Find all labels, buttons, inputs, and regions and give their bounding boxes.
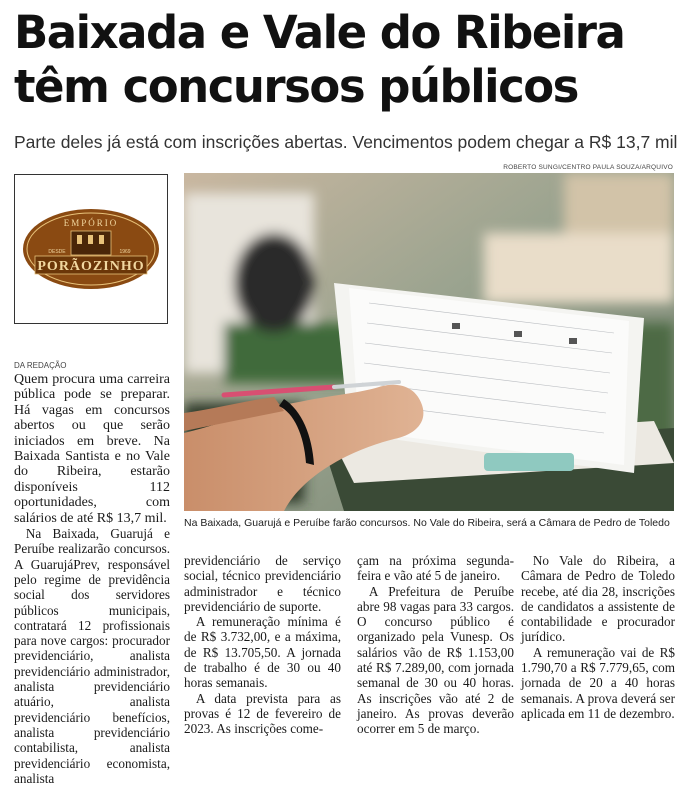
article-paragraph: A Prefeitura de Peruíbe abre 98 vagas para 33 cargos. O concurso público é organizado pela Vunesp. Os salários vão de R$ 1.153,00 até R$ 7.289,00, com jornada semanal de 30 ou 40 horas. As inscrições vão até 2 de janeiro. As provas deverão ocorrer em 5 de março.: [357, 583, 514, 737]
article-paragraph: A remuneração mínima é de R$ 3.732,00, e a máxima, de R$ 13.705,50. A jornada de trabalho é de 30 ou 40 horas semanais.: [184, 614, 341, 691]
article-column-4: [521, 553, 675, 721]
ad-left-small: DESDE: [48, 249, 66, 255]
byline: DA REDAÇÃO: [14, 361, 67, 370]
article-paragraph: No Vale do Ribeira, a Câmara de Pedro de Toledo recebe, até dia 28, inscrições de candidatos a assistente de contabilidade e procurador jurídico.: [521, 553, 675, 645]
article-paragraph: Na Baixada, Guarujá e Peruíbe realizarão concursos. A GuarujáPrev, responsável pelo regime de previdência social dos servidores públicos municipais, contratará 12 profissionais para nove cargos: procurador previdenciário, analista previdenciário administrador, analista previdenciário atuário, analista previdenciário benefícios, analista previdenciário contabilista, analista previdenciário economista, analista: [14, 526, 170, 786]
headline-line-1: Baixada e Vale do Ribeira: [14, 6, 625, 59]
article-column-1: [14, 372, 170, 786]
exam-photo-image: [184, 173, 674, 511]
article-paragraph-lead: Quem procura uma carreira pública pode se preparar. Há vagas em concursos abertos ou que serão iniciados em breve. Na Baixada Santista e no Vale do Ribeira, estarão disponíveis 112 oportunidades, com salários de até R$ 13,7 mil.: [14, 372, 170, 526]
advertisement-box[interactable]: [14, 174, 168, 324]
article-paragraph: A data prevista para as provas é 12 de fevereiro de 2023. As inscrições come-: [184, 690, 341, 737]
ad-brand: PORÃOZINHO: [37, 259, 145, 274]
article-photo: [184, 173, 674, 511]
emporio-poraozinho-logo: [21, 204, 161, 294]
subheadline: Parte deles já está com inscrições abertas. Vencimentos podem chegar a R$ 13,7 mil: [14, 132, 678, 152]
ad-right-small: 1969: [119, 249, 131, 255]
article-paragraph: A remuneração vai de R$ 1.790,70 a R$ 7.779,65, com jornada de 20 a 40 horas semanais. A prova deverá ser aplicada em 11 de dezembro.: [521, 644, 675, 721]
photo-credit: ROBERTO SUNGI/CENTRO PAULA SOUZA/ARQUIVO: [503, 164, 673, 171]
ad-top-text: EMPÓRIO: [63, 218, 119, 228]
article-column-3: [357, 553, 514, 737]
article-paragraph-continued: çam na próxima segunda-feira e vão até 5 de janeiro.: [357, 553, 514, 584]
headline-line-2: têm concursos públicos: [14, 60, 578, 113]
photo-caption: Na Baixada, Guarujá e Peruíbe farão concursos. No Vale do Ribeira, será a Câmara de Pedro de Toledo: [184, 517, 670, 529]
headline: [14, 6, 674, 114]
article-column-2: [184, 553, 341, 737]
article-paragraph-continued: previdenciário de serviço social, técnico previdenciário administrador e técnico previdenciário de suporte.: [184, 553, 341, 614]
